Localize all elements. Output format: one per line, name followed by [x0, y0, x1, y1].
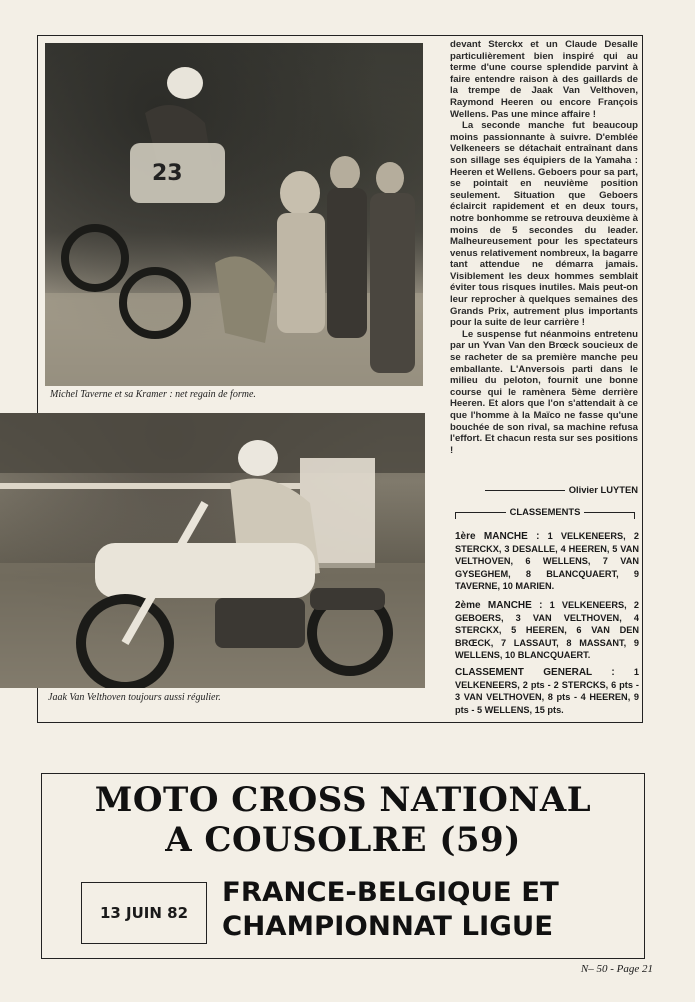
classements-heading — [455, 506, 635, 524]
manche-1-text: 1 VELKENEERS, 2 STERCKX, 3 DESALLE, 4 HEEREN, 5 VAN VELTHOVEN, 6 WELLENS, 7 VAN GYSEGHEM, 8 BLANCQUAERT, 9 TAVERNE, 10 MARIEN. — [455, 531, 639, 591]
announcement-date: 13 JUIN 82 — [81, 882, 207, 944]
announcement-title — [41, 780, 645, 860]
article-paragraph-2: La seconde manche fut beaucoup moins passionnante à suivre. D'emblée Velkeneers se détachait entraînant dans son sillage ses équipiers de la Yamaha : Heeren et Wellens. Geboers pour sa part, se pointait en neuvième position seulement. Situation que Geboers éclaircit rapidement et en deux tours, notre bonhomme se retrouva deuxième à moins de 5 secondes du leader. Malheureusement pour les spectateurs venus relativement nombreux, la bagarre tant attendue ne démarra jamais. Visiblement les deux hommes semblait éviter tous risques inutiles. Mais peut-on leur reprocher à quelques semaines des Grands Prix, autrement plus importants pour la suite de leur carrière ! — [450, 120, 638, 329]
author-name: Olivier LUYTEN — [568, 484, 638, 495]
author-signature — [450, 484, 638, 495]
results-manche-1 — [455, 530, 639, 592]
manche-2-label: 2ème MANCHE : — [455, 600, 543, 611]
results-manche-2 — [455, 599, 639, 661]
article-body — [450, 39, 638, 456]
rider-illustration-bottom — [0, 413, 425, 688]
manche-1-label: 1ère MANCHE : — [455, 531, 540, 542]
article-paragraph-1: devant Sterckx et un Claude Desalle particulièrement bien inspiré qui au terme d'une course splendide parvint à faire entendre raison à des gaillards de la trempe de Jaak Van Velthoven, Raymond Heeren ou encore François Wellens. Pas une mince affaire ! — [450, 39, 638, 120]
results-general — [455, 666, 639, 716]
announcement-title-line-2: A COUSOLRE (59) — [165, 820, 521, 860]
general-text: 1 VELKENEERS, 2 pts - 2 STERCKS, 6 pts - 3 VAN VELTHOVEN, 8 pts - 4 HEEREN, 9 pts - 5 WELLENS, 15 pts. — [455, 667, 639, 715]
manche-2-text: 1 VELKENEERS, 2 GEBOERS, 3 VAN VELTHOVEN, 4 STERCKX, 5 HEEREN, 6 VAN DEN BRŒCK, 7 LASSAUT, 8 MASSANT, 9 WELLENS, 10 BLANCQUAERT. — [455, 600, 639, 660]
photo-jaak-van-velthoven — [0, 413, 425, 688]
caption-top: Michel Taverne et sa Kramer : net regain de forme. — [50, 389, 256, 400]
signature-rule — [485, 490, 565, 491]
photo-michel-taverne — [45, 43, 423, 386]
general-label: CLASSEMENT GENERAL : — [455, 667, 615, 678]
article-paragraph-3: Le suspense fut néanmoins entretenu par un Yvan Van den Brœck soucieux de se racheter de sa première manche peu emballante. L'Anversois parti dans le milieu du peloton, fournit une bonne course qui le ramènera 5ème derrière Heeren. Et alors que l'on s'attendait à ce que l'homme à la Maïco ne fasse qu'une bouchée de son rival, sa machine refusa l'effort. Et chacun resta sur ses positions ! — [450, 328, 638, 456]
announcement-sub-line-2: CHAMPIONNAT LIGUE — [222, 911, 554, 942]
bib-number: 23 — [152, 161, 183, 186]
announcement-title-line-1: MOTO CROSS NATIONAL — [94, 780, 592, 820]
classements-title: CLASSEMENTS — [509, 506, 581, 517]
heading-rule-right — [584, 512, 635, 519]
announcement-sub-line-1: FRANCE-BELGIQUE ET — [222, 877, 559, 908]
caption-bottom: Jaak Van Velthoven toujours aussi régulier. — [48, 692, 221, 703]
heading-rule-left — [455, 512, 506, 519]
rider-illustration-top — [45, 43, 423, 386]
page-footer: N– 50 - Page 21 — [580, 963, 653, 975]
announcement-subtitle — [222, 876, 630, 944]
